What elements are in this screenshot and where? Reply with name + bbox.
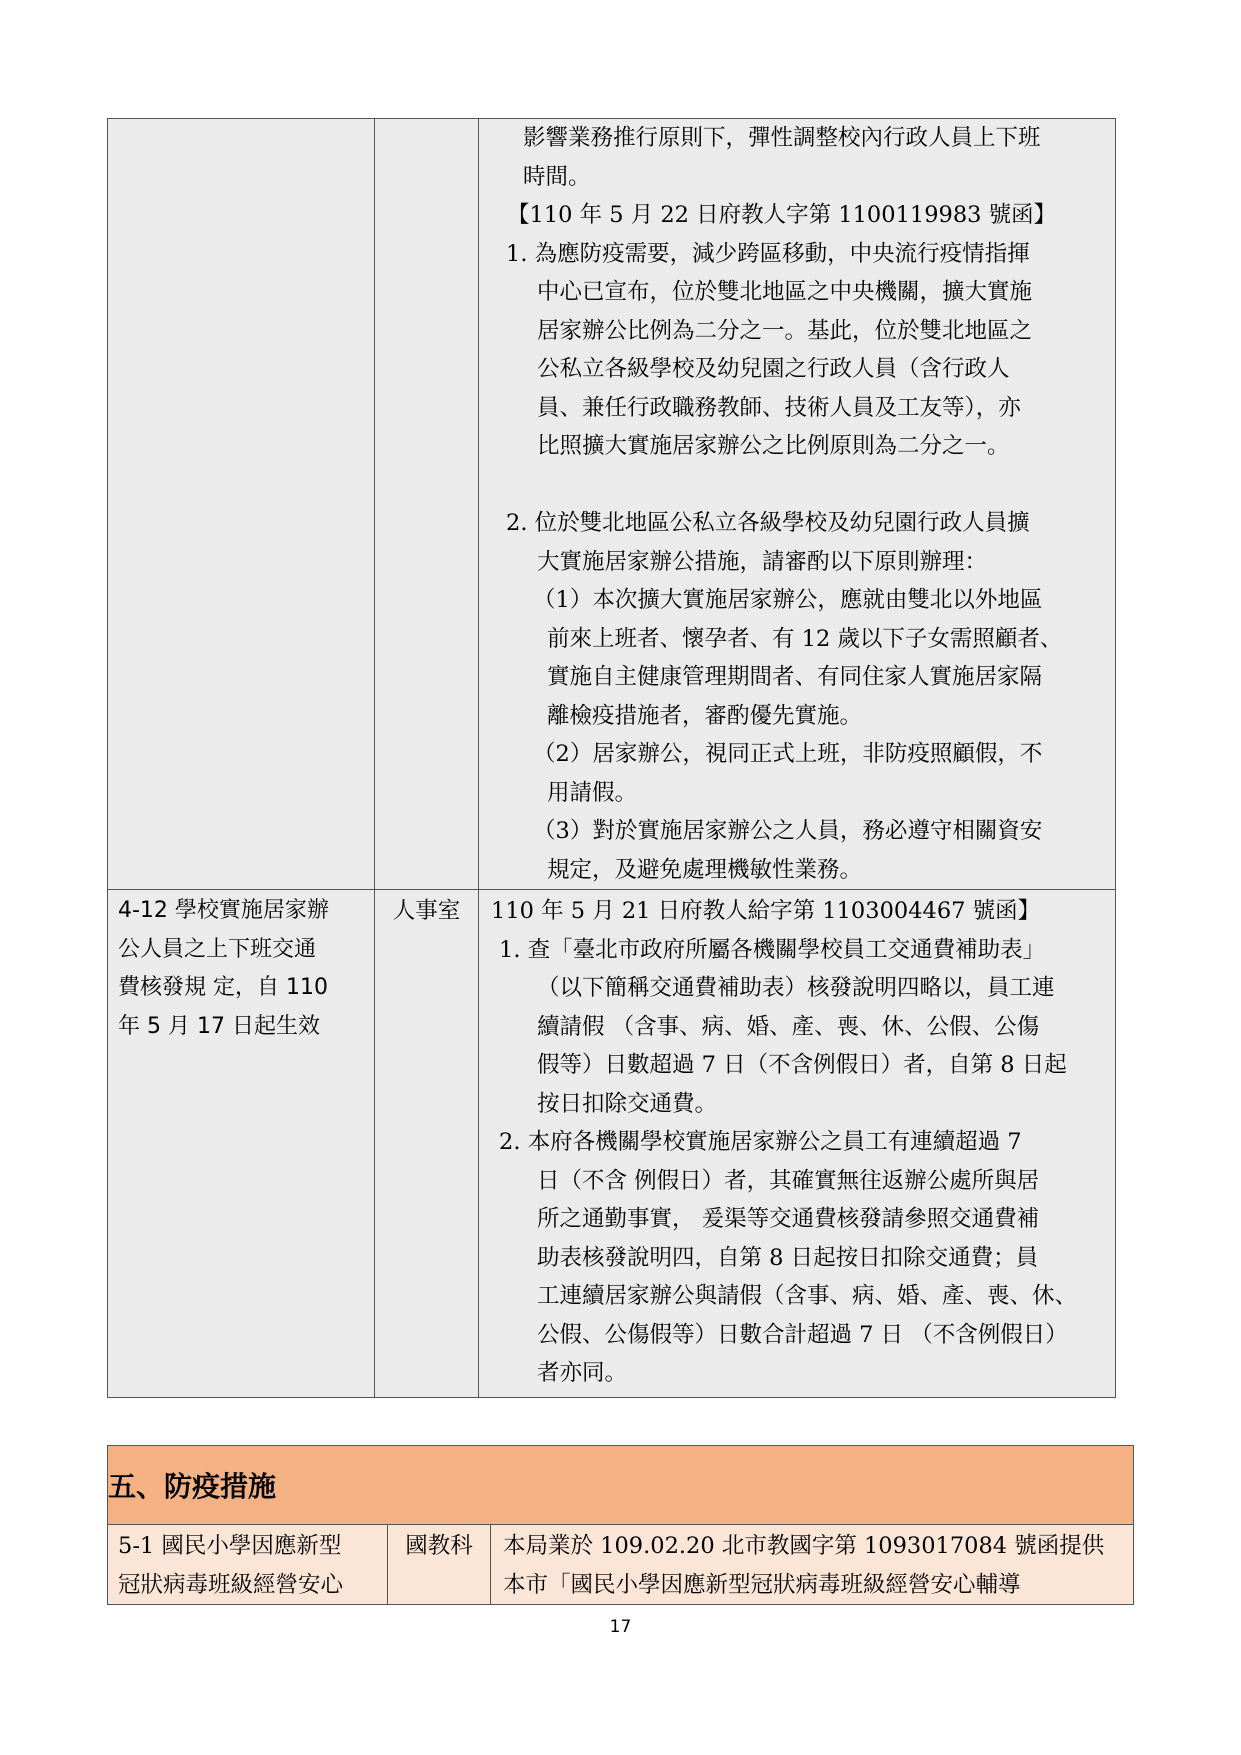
text-line: 時間。 xyxy=(523,163,591,190)
text-line: 按日扣除交通費。 xyxy=(537,1090,718,1117)
text-line: 公假、公傷假等）日數合計超過 7 日 （不含例假日） xyxy=(537,1321,1068,1348)
list-item xyxy=(479,504,1115,581)
item-cell xyxy=(108,1525,388,1605)
text-line: 費核發規 定，自 110 xyxy=(118,975,328,1000)
list-item xyxy=(479,931,1115,1124)
text-line: 工連續居家辦公與請假（含事、病、婚、產、喪、休、 xyxy=(537,1283,1078,1309)
text-line: 中心已宣布，位於雙北地區之中央機關，擴大實施 xyxy=(537,279,1033,305)
text-line: 日（不含 例假日）者，其確實無往返辦公處所與居 xyxy=(537,1167,1040,1194)
item-cell xyxy=(108,890,375,1398)
text-line: 前來上班者、懷孕者、有 12 歲以下子女需照顧者、 xyxy=(547,625,1063,652)
text-line: 助表核發說明四，自第 8 日起按日扣除交通費；員 xyxy=(537,1244,1039,1271)
text-line: 居家辦公比例為二分之一。基此，位於雙北地區之 xyxy=(537,317,1033,344)
text-line: 5-1 國民小學因應新型 xyxy=(118,1533,342,1559)
text-line: 實施自主健康管理期間者、有同住家人實施居家隔 xyxy=(547,664,1043,690)
text-line: 本局業於 109.02.20 北市教國字第 1093017084 號函提供 xyxy=(503,1533,1105,1559)
table-row xyxy=(108,1525,1134,1605)
text-line: 比照擴大實施居家辦公之比例原則為二分之一。 xyxy=(537,433,1010,459)
text-line: 1. 查「臺北市政府所屬各機關學校員工交通費補助表」 xyxy=(499,936,1046,963)
text-line: 者亦同。 xyxy=(537,1360,628,1386)
text-line: 公私立各級學校及幼兒園之行政人員（含行政人 xyxy=(537,356,1010,382)
table-row xyxy=(108,890,1116,1398)
sub-item xyxy=(479,581,1115,735)
continued-text xyxy=(479,119,1115,196)
text-line: 規定，及避免處理機敏性業務。 xyxy=(547,856,863,883)
section-header-row xyxy=(108,1446,1134,1525)
sub-item xyxy=(479,735,1115,812)
text-line: 離檢疫措施者，審酌優先實施。 xyxy=(547,702,863,729)
department-label: 國教科 xyxy=(405,1533,473,1559)
text-line: 冠狀病毒班級經營安心 xyxy=(118,1571,344,1598)
list-item xyxy=(479,235,1115,466)
text-line: 2. 位於雙北地區公私立各級學校及幼兒園行政人員擴 xyxy=(506,510,1030,536)
section-title: 五、防疫措施 xyxy=(108,1446,1134,1525)
list-item xyxy=(479,1123,1115,1397)
unit-cell xyxy=(375,119,479,890)
document-reference: 110 年 5 月 21 日府教人給字第 1103004467 號函】 xyxy=(491,898,1041,924)
content-cell xyxy=(491,1525,1134,1605)
section-five-table xyxy=(107,1445,1134,1605)
text-line: 公人員之上下班交通 xyxy=(118,936,317,962)
page-number: 17 xyxy=(609,1617,632,1637)
text-line: 用請假。 xyxy=(547,779,638,806)
text-line: 本市「國民小學因應新型冠狀病毒班級經營安心輔導 xyxy=(503,1571,1021,1598)
text-line: （2）居家辦公，視同正式上班，非防疫照顧假，不 xyxy=(533,741,1043,767)
text-line: （1）本次擴大實施居家辦公，應就由雙北以外地區 xyxy=(533,587,1043,613)
document-reference: 【110 年 5 月 22 日府教人字第 1100119983 號函】 xyxy=(507,202,1057,228)
text-line: 2. 本府各機關學校實施居家辦公之員工有連續超過 7 xyxy=(499,1129,1022,1155)
department-label: 人事室 xyxy=(392,898,461,924)
text-line: 4-12 學校實施居家辦 xyxy=(118,898,329,923)
text-line: 年 5 月 17 日起生效 xyxy=(118,1013,320,1039)
text-line: 員、兼任行政職務教師、技術人員及工友等），亦 xyxy=(537,394,1021,421)
text-line: 影響業務推行原則下，彈性調整校內行政人員上下班 xyxy=(523,125,1041,151)
policy-table xyxy=(107,118,1116,1398)
table-row xyxy=(108,119,1116,890)
text-line: （3）對於實施居家辦公之人員，務必遵守相關資安 xyxy=(533,818,1043,844)
text-line: 續請假 （含事、病、婚、產、喪、休、公假、公傷 xyxy=(537,1013,1040,1040)
content-cell xyxy=(479,890,1116,1398)
text-line: 所之通勤事實， 爰渠等交通費核發請參照交通費補 xyxy=(537,1206,1040,1232)
item-cell xyxy=(108,119,375,890)
content-cell xyxy=(479,119,1116,890)
text-line: （以下簡稱交通費補助表）核發說明四略以，員工連 xyxy=(537,975,1055,1001)
text-line: 大實施居家辦公措施，請審酌以下原則辦理： xyxy=(537,548,988,575)
unit-cell xyxy=(375,890,479,1398)
text-line: 1. 為應防疫需要，減少跨區移動，中央流行疫情指揮 xyxy=(506,240,1030,267)
unit-cell xyxy=(388,1525,491,1605)
text-line: 假等）日數超過 7 日（不含例假日）者，自第 8 日起 xyxy=(537,1052,1067,1078)
sub-item xyxy=(479,812,1115,889)
